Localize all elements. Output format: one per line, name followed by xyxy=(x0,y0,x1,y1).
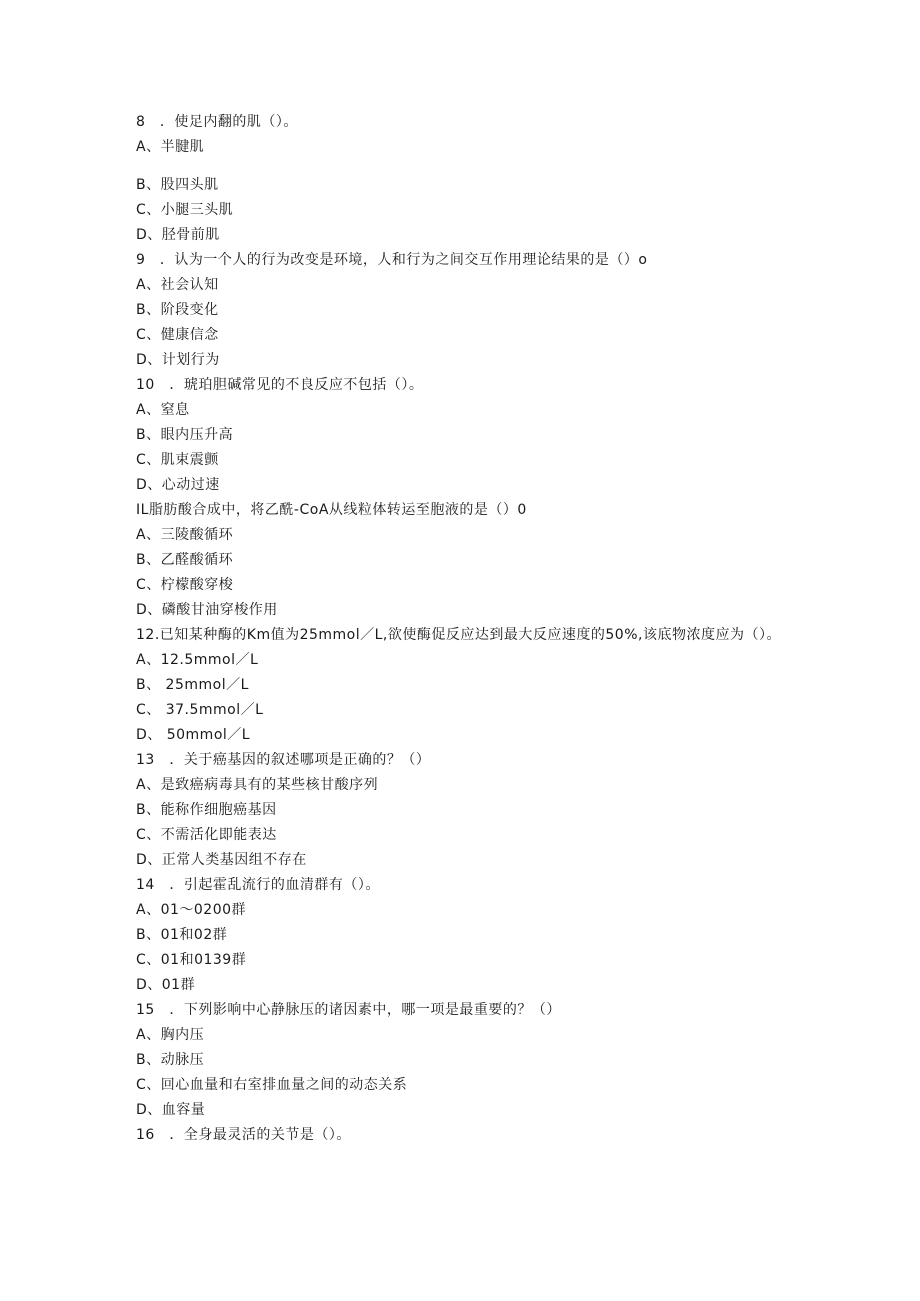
spacer xyxy=(136,160,786,173)
question-stem: 8 ．使足内翻的肌（）。 xyxy=(136,114,298,130)
option-a: A、01～0200群 xyxy=(136,902,247,918)
option-a: A、是致癌病毒具有的某些核甘酸序列 xyxy=(136,777,379,793)
option-b: B、 25mmol／L xyxy=(136,677,249,693)
question-stem: 10 ．琥珀胆碱常见的不良反应不包括（）。 xyxy=(136,377,424,393)
option-d: D、心动过速 xyxy=(136,477,220,493)
question-list xyxy=(136,110,786,1148)
option-c: C、 37.5mmol／L xyxy=(136,702,264,718)
option-d: D、计划行为 xyxy=(136,352,220,368)
option-a: A、窒息 xyxy=(136,402,190,418)
option-d: D、正常人类基因组不存在 xyxy=(136,852,307,868)
question-stem: 16 ．全身最灵活的关节是（）。 xyxy=(136,1127,351,1143)
option-d: D、血容量 xyxy=(136,1102,206,1118)
option-b: B、乙醛酸循环 xyxy=(136,552,234,568)
option-b: B、动脉压 xyxy=(136,1052,205,1068)
question-stem: 14 ．引起霍乱流行的血清群有（）。 xyxy=(136,877,380,893)
option-c: C、01和0139群 xyxy=(136,952,247,968)
option-d: D、 50mmol／L xyxy=(136,727,251,743)
option-a: A、社会认知 xyxy=(136,277,219,293)
question-stem: 9 ．认为一个人的行为改变是环境，人和行为之间交互作用理论结果的是（）o xyxy=(136,252,648,268)
option-c: C、不需活化即能表达 xyxy=(136,827,277,843)
question-stem: 15 ．下列影响中心静脉压的诸因素中，哪一项是最重要的？（） xyxy=(136,1002,561,1018)
option-c: C、肌束震颤 xyxy=(136,452,219,468)
option-d: D、01群 xyxy=(136,977,196,993)
option-b: B、股四头肌 xyxy=(136,177,219,193)
option-b: B、01和02群 xyxy=(136,927,228,943)
option-b: B、阶段变化 xyxy=(136,302,219,318)
question-stem: 13 ．关于癌基因的叙述哪项是正确的？（） xyxy=(136,752,431,768)
option-d: D、胫骨前肌 xyxy=(136,227,220,243)
option-c: C、健康信念 xyxy=(136,327,219,343)
question-stem: IL脂肪酸合成中，将乙酰-CoA从线粒体转运至胞液的是（）0 xyxy=(136,502,527,518)
option-c: C、回心血量和右室排血量之间的动态关系 xyxy=(136,1077,408,1093)
option-c: C、柠檬酸穿梭 xyxy=(136,577,234,593)
option-a: A、三陵酸循环 xyxy=(136,527,234,543)
option-d: D、磷酸甘油穿梭作用 xyxy=(136,602,278,618)
option-a: A、半腱肌 xyxy=(136,139,205,155)
question-stem: 12.已知某种酶的Km值为25mmol／L,欲使酶促反应达到最大反应速度的50%,该底物浓度应为（）。 xyxy=(136,627,781,643)
option-b: B、能称作细胞癌基因 xyxy=(136,802,277,818)
option-b: B、眼内压升高 xyxy=(136,427,234,443)
option-a: A、12.5mmol／L xyxy=(136,652,259,668)
option-a: A、胸内压 xyxy=(136,1027,205,1043)
option-c: C、小腿三头肌 xyxy=(136,202,234,218)
